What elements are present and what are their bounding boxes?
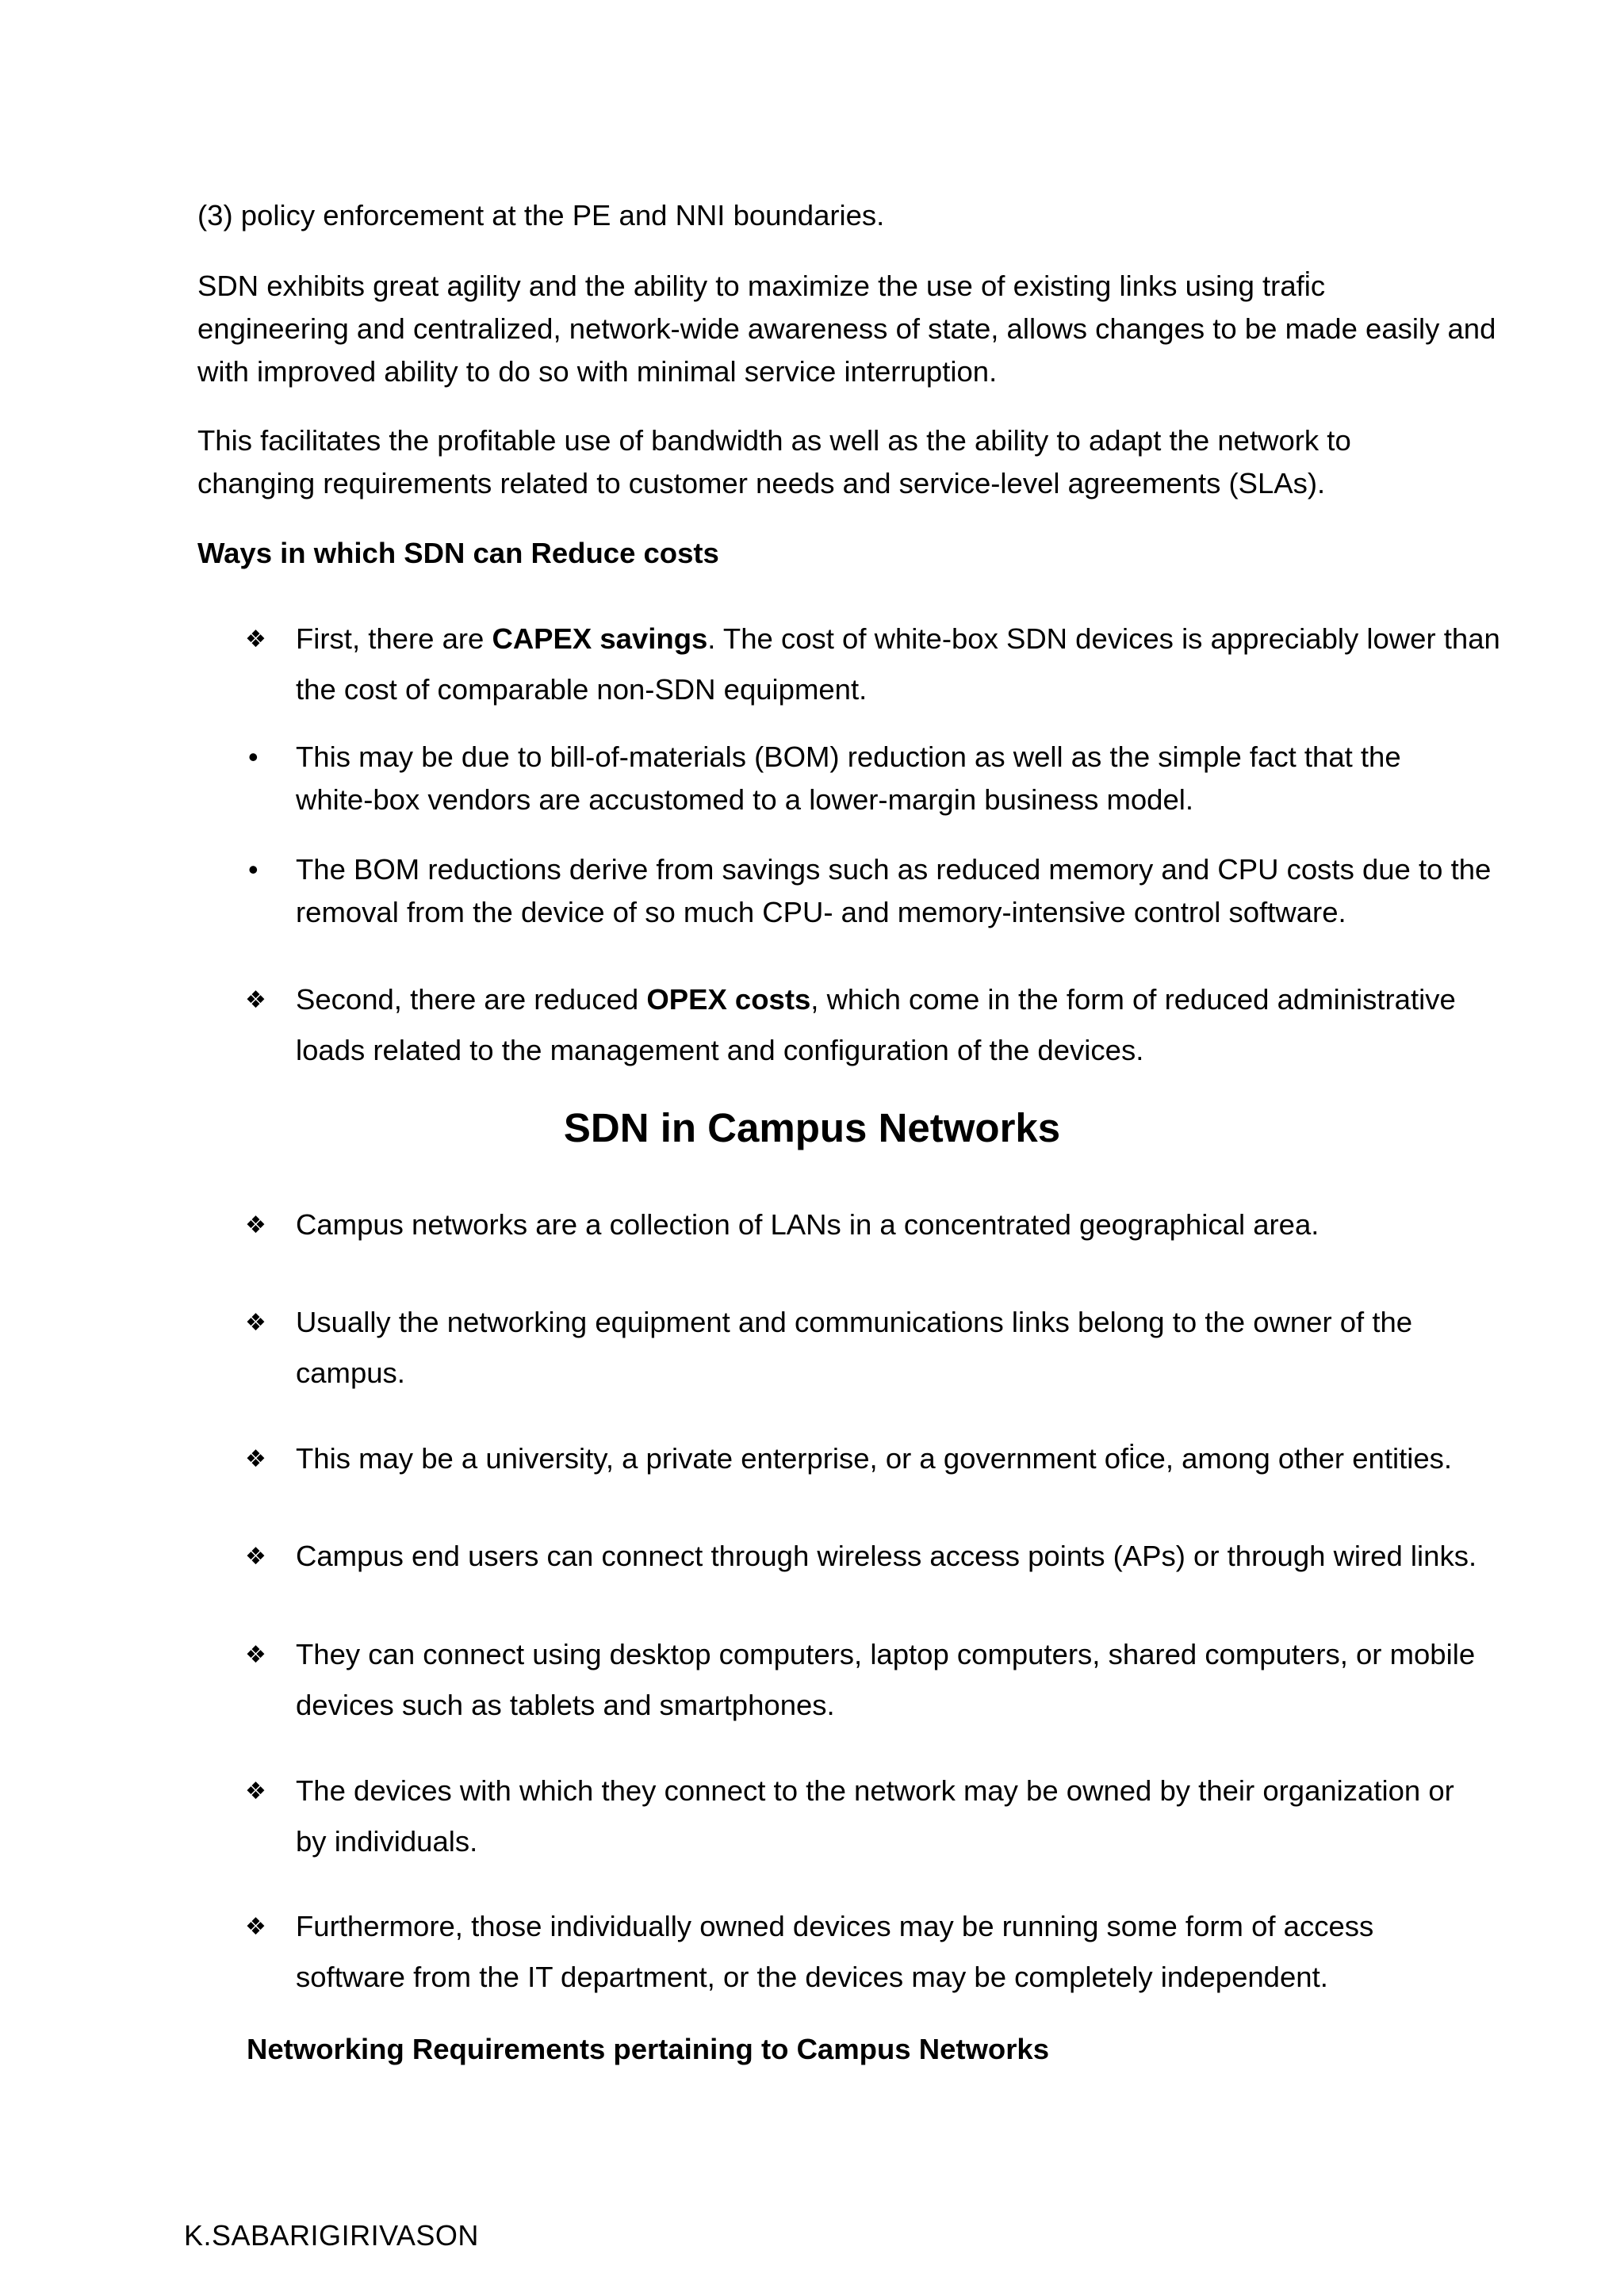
paragraph-line: with improved ability to do so with minimal service interruption.: [197, 355, 998, 388]
list-item-line: First, there are CAPEX savings. The cost of white-box SDN devices is appreciably lower than: [296, 622, 1500, 655]
diamond-bullet-icon: ❖: [245, 1642, 266, 1668]
paragraph-sdn-agility: [197, 265, 1496, 393]
list-item-line: Usually the networking equipment and communications links belong to the owner of the: [296, 1306, 1413, 1338]
list-item-line: white-box vendors are accustomed to a lower-margin business model.: [296, 783, 1194, 816]
list-item-line: Furthermore, those individually owned devices may be running some form of access: [296, 1910, 1374, 1942]
opex-emphasis: OPEX costs: [646, 983, 811, 1016]
diamond-bullet-icon: ❖: [245, 1778, 266, 1804]
paragraph-line: changing requirements related to customer needs and service-level agreements (SLAs).: [197, 467, 1326, 499]
list-item-line: The BOM reductions derive from savings such as reduced memory and CPU costs due to the: [296, 853, 1492, 886]
list-item-line: campus.: [296, 1357, 405, 1389]
subheading-reduce-costs: Ways in which SDN can Reduce costs: [197, 537, 719, 569]
paragraph-line: engineering and centralized, network-wide awareness of state, allows changes to be made easily and: [197, 312, 1496, 345]
list-item-line: Second, there are reduced OPEX costs, which come in the form of reduced administrative: [296, 983, 1456, 1016]
diamond-bullet-icon: ❖: [245, 1212, 266, 1238]
list-item-line: The devices with which they connect to the network may be owned by their organization or: [296, 1774, 1454, 1807]
list-item-line: loads related to the management and configuration of the devices.: [296, 1034, 1144, 1066]
diamond-bullet-icon: ❖: [245, 1310, 266, 1336]
paragraph-policy-enforcement: [197, 194, 884, 237]
paragraph-line: (3) policy enforcement at the PE and NNI boundaries.: [197, 199, 885, 232]
list-item-line: by individuals.: [296, 1825, 478, 1858]
dot-bullet-icon: •: [248, 740, 259, 773]
list-item-line: removal from the device of so much CPU- and memory-intensive control software.: [296, 896, 1346, 928]
diamond-bullet-icon: ❖: [245, 626, 266, 652]
header-mark: [797, 0, 832, 2]
dot-bullet-icon: •: [248, 853, 259, 886]
section-title: SDN in Campus Networks: [563, 1105, 1061, 1150]
list-item-line: the cost of comparable non-SDN equipment.: [296, 673, 868, 706]
diamond-bullet-icon: ❖: [245, 1914, 266, 1940]
list-item-line: This may be a university, a private enterprise, or a government ofi̇ce, among other entities.: [296, 1442, 1453, 1475]
list-item-line: devices such as tablets and smartphones.: [296, 1689, 835, 1721]
list-item-line: software from the IT department, or the devices may be completely independent.: [296, 1961, 1328, 1993]
list-item-line: Campus networks are a collection of LANs in a concentrated geographical area.: [296, 1208, 1320, 1241]
list-item-line: Campus end users can connect through wireless access points (APs) or through wired links.: [296, 1540, 1477, 1572]
paragraph-line: SDN exhibits great agility and the ability to maximize the use of existing links using trafi̇c: [197, 270, 1326, 302]
diamond-bullet-icon: ❖: [245, 987, 266, 1013]
diamond-bullet-icon: ❖: [245, 1446, 266, 1472]
paragraph-line: This facilitates the profitable use of bandwidth as well as the ability to adapt the network to: [197, 424, 1351, 457]
footer-author: K.SABARIGIRIVASON: [184, 2219, 479, 2252]
list-item-line: They can connect using desktop computers, laptop computers, shared computers, or mobile: [296, 1638, 1476, 1670]
diamond-bullet-icon: ❖: [245, 1544, 266, 1570]
list-item-line: This may be due to bill-of-materials (BOM) reduction as well as the simple fact that the: [296, 740, 1401, 773]
paragraph-bandwidth: [197, 419, 1351, 505]
subheading-networking-requirements: Networking Requirements pertaining to Campus Networks: [247, 2033, 1050, 2065]
capex-emphasis: CAPEX savings: [492, 622, 708, 655]
